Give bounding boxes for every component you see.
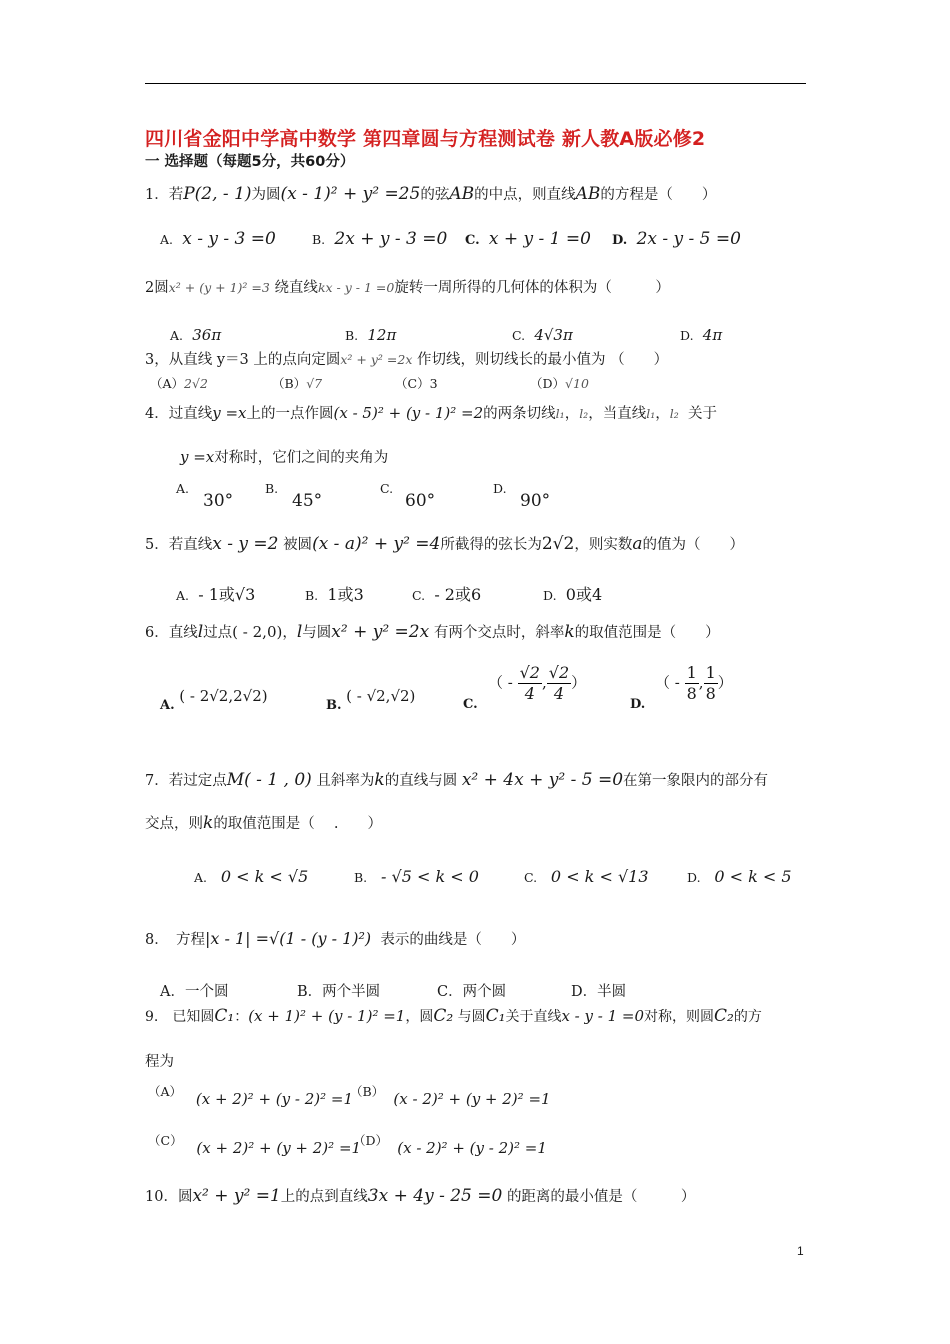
q3-text: 3，从直线 y＝3 上的点向定圆 <box>145 352 341 368</box>
option-label: （B） <box>350 1084 385 1099</box>
q5-option-d <box>543 584 602 607</box>
q1-text: 的弦 <box>420 187 450 203</box>
option-value: √7 <box>306 376 323 391</box>
q10-circle-equation: x² + y² =1 <box>192 1186 281 1206</box>
question-1 <box>145 183 716 206</box>
q7-text: 的取值范围是（ . ） <box>213 816 383 832</box>
numerator: 1 <box>686 663 697 682</box>
option-value: - √5 < k < 0 <box>381 867 479 886</box>
option-label: （D） <box>353 1133 389 1148</box>
q10-text: 的距离的最小值是（ ） <box>506 1189 696 1205</box>
q9-text: 与圆 <box>457 1009 486 1025</box>
q9-option-a <box>148 1080 354 1108</box>
option-value: 2x - y - 5 =0 <box>636 229 741 249</box>
option-label: C. <box>524 870 538 885</box>
fraction <box>547 663 571 704</box>
q2-text: 绕直线 <box>274 280 318 296</box>
option-label: （A） <box>150 376 185 391</box>
numerator: 1 <box>705 663 716 682</box>
q4-line-equation: y =x <box>212 404 247 422</box>
q4-option-d-value: 90° <box>520 491 551 511</box>
q6-option-d-value: （ - $\frac{1}{8}$ , $\frac{1}{8}$ ） <box>655 663 733 703</box>
q4-option-a <box>176 478 189 500</box>
q6-text: 的取值范围是（ ） <box>574 625 720 641</box>
q4-line-l1: l₁ <box>555 406 565 421</box>
q6-option-c-label <box>463 693 478 716</box>
option-value: 0 < k < √13 <box>550 867 649 886</box>
q1-option-a <box>160 228 276 251</box>
option-value: 1或3 <box>327 585 364 604</box>
option-value: ( - 2√2,2√2) <box>179 687 268 705</box>
option-value: 3 <box>429 376 438 391</box>
option-value: 2x + y - 3 =0 <box>334 229 448 249</box>
q9-option-c <box>148 1129 362 1157</box>
q7-option-d <box>687 866 792 889</box>
q8-option-c <box>437 981 506 1003</box>
numerator: √2 <box>548 663 570 682</box>
document-title: 四川省金阳中学高中数学 第四章圆与方程测试卷 新人教A版必修2 <box>145 128 706 150</box>
q8-equation: |x - 1| =√(1 - (y - 1)²) <box>204 929 372 948</box>
option-label: C. <box>512 328 526 343</box>
q9-text: 的方 <box>733 1009 762 1025</box>
q9-circle-c2: C₂ <box>433 1006 454 1026</box>
q4-option-a-value: 30° <box>203 491 234 511</box>
q4-text: ，当直线 <box>588 406 647 422</box>
q6-option-c-value: （ - $\frac{√2}{4}$ , $\frac{√2}{4}$ ） <box>488 663 587 703</box>
q5-chord-length: 2√2 <box>541 534 575 554</box>
option-label: （A） <box>148 1084 183 1099</box>
q7-text: 交点，则 <box>145 816 203 832</box>
q5-option-b <box>305 584 364 607</box>
q9-circle-c1: C₁ <box>214 1006 235 1026</box>
option-label: D. <box>630 697 646 712</box>
q9-text: 9. 已知圆 <box>145 1009 215 1025</box>
option-label: D. <box>493 481 507 496</box>
q8-option-b <box>297 981 380 1003</box>
option-label: D. <box>543 588 557 603</box>
option-label: D. <box>687 870 701 885</box>
q3-option-b <box>272 373 322 395</box>
q4-line-l1: l₁ <box>646 406 656 421</box>
option-label: （D） <box>530 376 566 391</box>
q5-text: 所截得的弦长为 <box>440 537 542 553</box>
q8-text: 表示的曲线是（ ） <box>380 932 526 948</box>
option-label: A. <box>170 328 184 343</box>
question-10 <box>145 1185 695 1208</box>
q7-option-c <box>524 866 649 889</box>
q1-option-b <box>312 228 447 251</box>
q2-option-c <box>512 324 573 347</box>
question-4: 4．过直线y =x上的一点作圆(x - 5)² + (y - 1)² =2的两条切线l₁，l₂，当直线l₁，l₂ 关于 <box>145 404 717 422</box>
question-8 <box>145 928 525 951</box>
question-6 <box>145 621 720 644</box>
q7-text: 的直线与圆 <box>384 773 458 789</box>
q9-option-b <box>350 1080 551 1108</box>
q7-text: 且斜率为 <box>316 773 375 789</box>
q7-text: 7．若过定点 <box>145 773 227 789</box>
q6-point: ( - 2,0) <box>232 623 283 641</box>
q9-circle-equation: (x + 1)² + (y - 1)² =1 <box>248 1007 406 1025</box>
q1-text: 的方程是（ ） <box>600 187 717 203</box>
numerator: √2 <box>519 663 540 682</box>
option-label: （B） <box>272 376 307 391</box>
q6-option-b <box>326 687 416 717</box>
option-label: C. <box>412 588 426 603</box>
q1-text: 的中点，则直线 <box>474 187 576 203</box>
q1-chord: AB <box>449 184 475 204</box>
option-value: x - y - 3 =0 <box>182 229 276 249</box>
question-9-line-2: 程为 <box>145 1054 174 1070</box>
option-label: D． <box>571 984 598 1000</box>
option-value: (x + 2)² + (y - 2)² =1 <box>195 1090 354 1108</box>
q2-option-d <box>680 324 722 347</box>
option-value: 两个圆 <box>462 984 507 1000</box>
option-value: 0或4 <box>565 585 603 604</box>
q2-text: 2圆 <box>145 280 169 296</box>
option-value: 36π <box>192 326 222 344</box>
option-value: (x - 2)² + (y + 2)² =1 <box>393 1090 551 1108</box>
q9-text: 关于直线 <box>505 1009 562 1025</box>
q3-circle-equation: x² + y² =2x <box>340 352 413 367</box>
q1-circle-equation: (x - 1)² + y² =25 <box>280 184 421 204</box>
option-value: 一个圆 <box>184 984 229 1000</box>
option-value: 12π <box>367 326 397 344</box>
option-label: B. <box>312 232 326 247</box>
q7-option-b <box>354 866 479 889</box>
option-label: A. <box>194 870 208 885</box>
q9-circle-c1: C₁ <box>485 1006 506 1026</box>
q10-line-equation: 3x + 4y - 25 =0 <box>367 1186 503 1206</box>
q5-text: 的值为（ ） <box>642 537 744 553</box>
q4-option-b <box>265 478 278 500</box>
fraction <box>685 663 699 704</box>
option-value: 两个半圆 <box>322 984 381 1000</box>
option-label: B. <box>345 328 359 343</box>
q5-variable: a <box>632 534 643 554</box>
q4-text: 4．过直线 <box>145 406 213 422</box>
q4-text: 上的一点作圆 <box>246 406 334 422</box>
denominator: 8 <box>686 684 697 703</box>
q6-text: ， <box>282 625 297 641</box>
q3-option-d <box>530 373 589 395</box>
option-value: x + y - 1 =0 <box>488 229 591 249</box>
q7-text: 在第一象限内的部分有 <box>623 773 769 789</box>
q5-text: 5．若直线 <box>145 537 213 553</box>
q9-text: ，圆 <box>405 1009 434 1025</box>
q6-text: 与圆 <box>302 625 332 641</box>
option-label: D. <box>612 233 628 248</box>
q3-option-a <box>150 373 208 395</box>
q2-circle-equation: x² + (y + 1)² =3 <box>168 280 270 295</box>
option-value: 4π <box>702 326 723 344</box>
page-number: 1 <box>797 1244 804 1258</box>
option-value: 0 < k < √5 <box>220 867 309 886</box>
q6-option-a <box>160 687 268 717</box>
q1-chord: AB <box>575 184 601 204</box>
q4-option-b-value: 45° <box>292 491 323 511</box>
q2-option-b <box>345 324 396 347</box>
q1-option-c <box>465 228 591 252</box>
option-label: A. <box>176 481 190 496</box>
option-label: A． <box>160 984 185 1000</box>
q5-option-c <box>412 584 481 607</box>
q6-text: 6．直线 <box>145 625 198 641</box>
q4-line-2 <box>180 446 388 469</box>
q1-option-d <box>612 228 741 252</box>
option-label: （C） <box>148 1133 183 1148</box>
q6-option-d-label <box>630 693 645 716</box>
fraction <box>518 663 542 704</box>
q5-text: 被圆 <box>283 537 313 553</box>
option-value: - 1或√3 <box>198 585 256 604</box>
denominator: 4 <box>553 684 565 703</box>
question-7 <box>145 769 768 792</box>
q6-text: 有两个交点时，斜率 <box>433 625 565 641</box>
q8-text: 8． 方程 <box>145 932 205 948</box>
q9-text: ： <box>234 1009 249 1025</box>
q4-text: 的两条切线 <box>483 406 556 422</box>
option-value: 4√3π <box>534 326 573 344</box>
q1-point: P(2, - 1) <box>183 184 252 204</box>
option-value: 半圆 <box>597 984 627 1000</box>
option-label: C. <box>463 697 478 712</box>
question-5 <box>145 533 744 556</box>
q5-circle-equation: (x - a)² + y² =4 <box>312 534 441 554</box>
q7-point: M( - 1 , 0) <box>226 770 312 790</box>
option-label: C. <box>380 481 394 496</box>
option-label: A. <box>160 232 174 247</box>
fraction <box>704 663 718 704</box>
option-value: - 2或6 <box>434 585 482 604</box>
q6-slope: k <box>564 622 575 642</box>
option-label: D. <box>680 328 694 343</box>
q5-text: ，则实数 <box>574 537 633 553</box>
q1-text: 1．若 <box>145 187 184 203</box>
q5-option-a <box>176 584 255 607</box>
q6-text: 过点 <box>203 625 233 641</box>
option-label: C. <box>465 233 480 248</box>
q3-option-c <box>395 373 438 395</box>
q8-option-d <box>571 981 626 1003</box>
question-7-line-2 <box>145 812 382 835</box>
option-label: B． <box>297 984 323 1000</box>
q1-text: 为圆 <box>251 187 281 203</box>
question-9 <box>145 1005 762 1028</box>
question-3 <box>145 349 668 371</box>
q4-line-l2: l₂ <box>579 406 589 421</box>
q3-text: 作切线，则切线长的最小值为 （ ） <box>417 352 669 368</box>
q7-slope: k <box>203 813 214 833</box>
q5-line-equation: x - y =2 <box>212 534 279 554</box>
q8-option-a <box>160 981 228 1003</box>
option-value: 2√2 <box>184 376 208 391</box>
q7-circle-equation: x² + 4x + y² - 5 =0 <box>461 770 624 790</box>
option-label: B. <box>305 588 319 603</box>
q10-text: 10．圆 <box>145 1189 193 1205</box>
option-label: B. <box>265 481 279 496</box>
q4-line-l2: l₂ <box>669 406 679 421</box>
denominator: 4 <box>524 684 535 703</box>
header-rule <box>145 83 806 84</box>
option-value: ( - √2,√2) <box>346 687 416 705</box>
q6-circle-equation: x² + y² =2x <box>331 622 430 642</box>
q4-text: 对称时，它们之间的夹角为 <box>214 450 389 466</box>
q7-slope: k <box>374 770 385 790</box>
q4-circle-equation: (x - 5)² + (y - 1)² =2 <box>333 404 484 422</box>
q2-line-equation: kx - y - 1 =0 <box>317 280 395 295</box>
option-label: B. <box>326 698 342 713</box>
q10-text: 上的点到直线 <box>280 1189 368 1205</box>
q4-option-c-value: 60° <box>405 491 436 511</box>
q9-option-d <box>353 1129 547 1157</box>
q6-line: l <box>197 622 204 642</box>
option-label: （C） <box>395 376 430 391</box>
q6-line: l <box>296 622 303 642</box>
option-label: C． <box>437 984 463 1000</box>
q9-circle-c2: C₂ <box>714 1006 734 1026</box>
denominator: 8 <box>705 684 716 703</box>
option-label: A. <box>160 698 175 713</box>
q4-text: 关于 <box>687 406 717 422</box>
question-2 <box>145 277 670 299</box>
q4-option-d <box>493 478 507 500</box>
option-label: B. <box>354 870 368 885</box>
q7-option-a <box>194 866 308 889</box>
q4-line-equation: y =x <box>180 448 215 466</box>
q9-line-equation: x - y - 1 =0 <box>561 1007 645 1025</box>
q9-text: 对称，则圆 <box>644 1009 715 1025</box>
option-label: A. <box>176 588 190 603</box>
q4-option-c <box>380 478 393 500</box>
option-value: (x + 2)² + (y + 2)² =1 <box>196 1139 362 1157</box>
option-value: √10 <box>565 376 589 391</box>
option-value: (x - 2)² + (y - 2)² =1 <box>397 1139 547 1157</box>
q2-option-a <box>170 324 221 347</box>
section-heading: 一 选择题（每题5分，共60分） <box>145 154 355 170</box>
q2-text: 旋转一周所得的几何体的体积为（ ） <box>394 280 670 296</box>
option-value: 0 < k < 5 <box>714 867 792 886</box>
